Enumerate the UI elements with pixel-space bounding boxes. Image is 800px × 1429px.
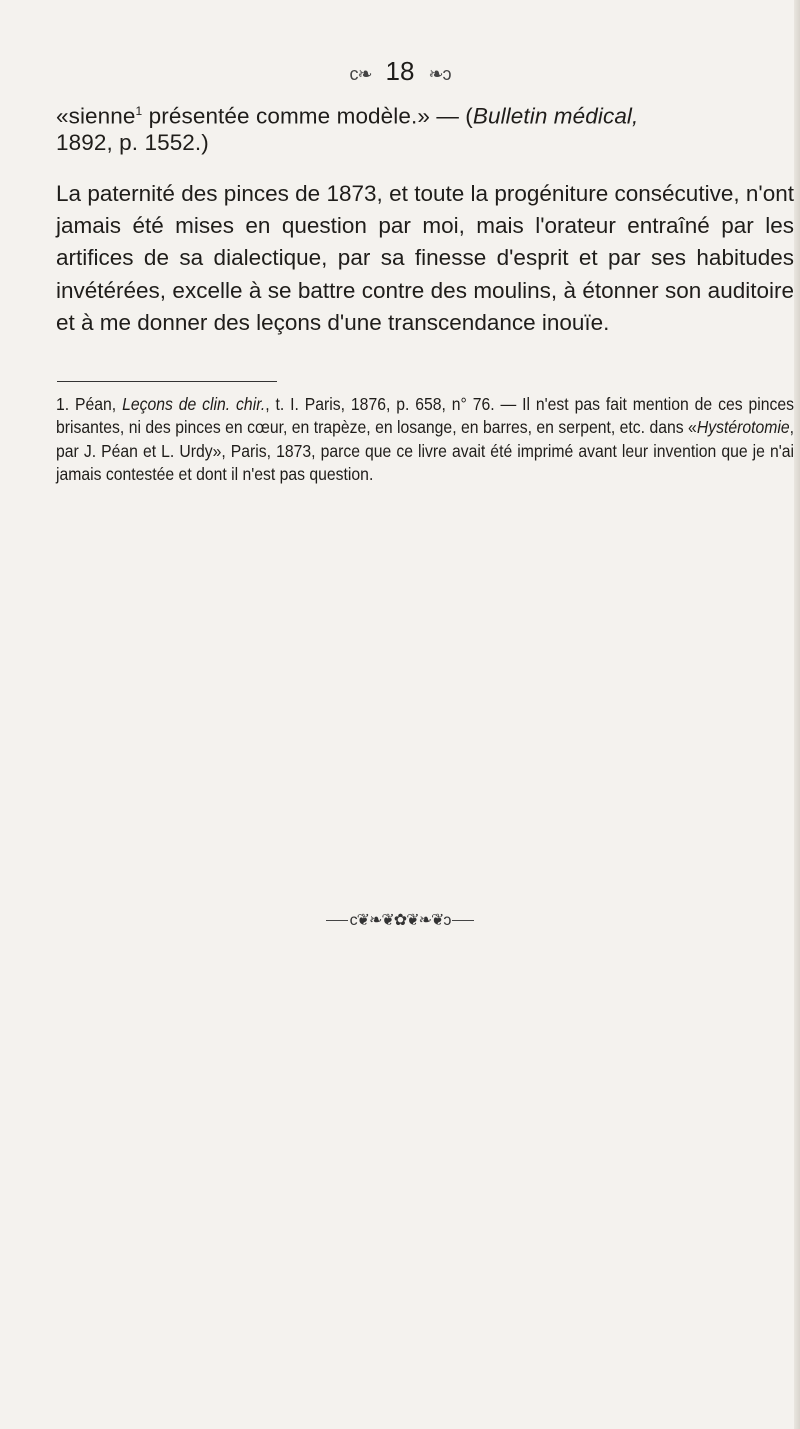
- quote-text-middle: présentée comme modèle.» — (: [142, 103, 473, 129]
- footnote-text-1: 1. Péan,: [56, 394, 123, 414]
- citation-title: Bulletin médical,: [472, 103, 639, 129]
- footnote-title-1: Leçons de clin. chir.: [122, 394, 266, 414]
- tailpiece-flourish: c❦❧❦✿❦❧❦ɔ: [349, 912, 451, 929]
- body-paragraph: [56, 178, 794, 339]
- footnote-rule: [57, 381, 277, 382]
- page-header: [0, 56, 800, 89]
- footnote: [56, 393, 794, 487]
- tailpiece-ornament: [0, 910, 800, 930]
- quote-text-start: «sienne: [56, 103, 136, 129]
- footnote-marker: 1: [135, 104, 143, 118]
- tailpiece-rule-left: [326, 920, 348, 921]
- footnote-text-2: , t. I. Paris, 1876, p. 658, n° 76. — Il n'est pas fait mention de ces pinces brisantes, ni des pinces en cœur, en trapèze, en losange, en barres, en serpent, etc. dans «: [56, 394, 795, 438]
- paragraph-text: La paternité des pinces de 1873, et toute la progéniture consécutive, n'ont jamais été mises en question par moi, mais l'orateur entraîné par les artifices de sa dialectique, par sa finesse d'esprit et par ses habitudes invétérées, excelle à se battre contre des moulins, à étonner son auditoire et à me donner des leçons d'une transcendance inouïe.: [56, 181, 794, 335]
- footnote-text-3: , par J. Péan et L. Urdy», Paris, 1873, parce que ce livre avait été imprimé avant leur invention que je n'ai jamais contestée et dont il n'est pas question.: [56, 417, 794, 485]
- header-ornament-right: ❧ɔ: [428, 64, 451, 84]
- page-number: 18: [385, 56, 415, 86]
- footnote-title-2: Hystérotomie: [696, 417, 790, 438]
- tailpiece-rule-right: [452, 920, 474, 921]
- header-ornament-left: c❧: [349, 64, 372, 84]
- continued-quote-line: [56, 96, 638, 132]
- page-edge: [794, 0, 800, 1429]
- citation-line: 1892, p. 1552.): [56, 130, 209, 155]
